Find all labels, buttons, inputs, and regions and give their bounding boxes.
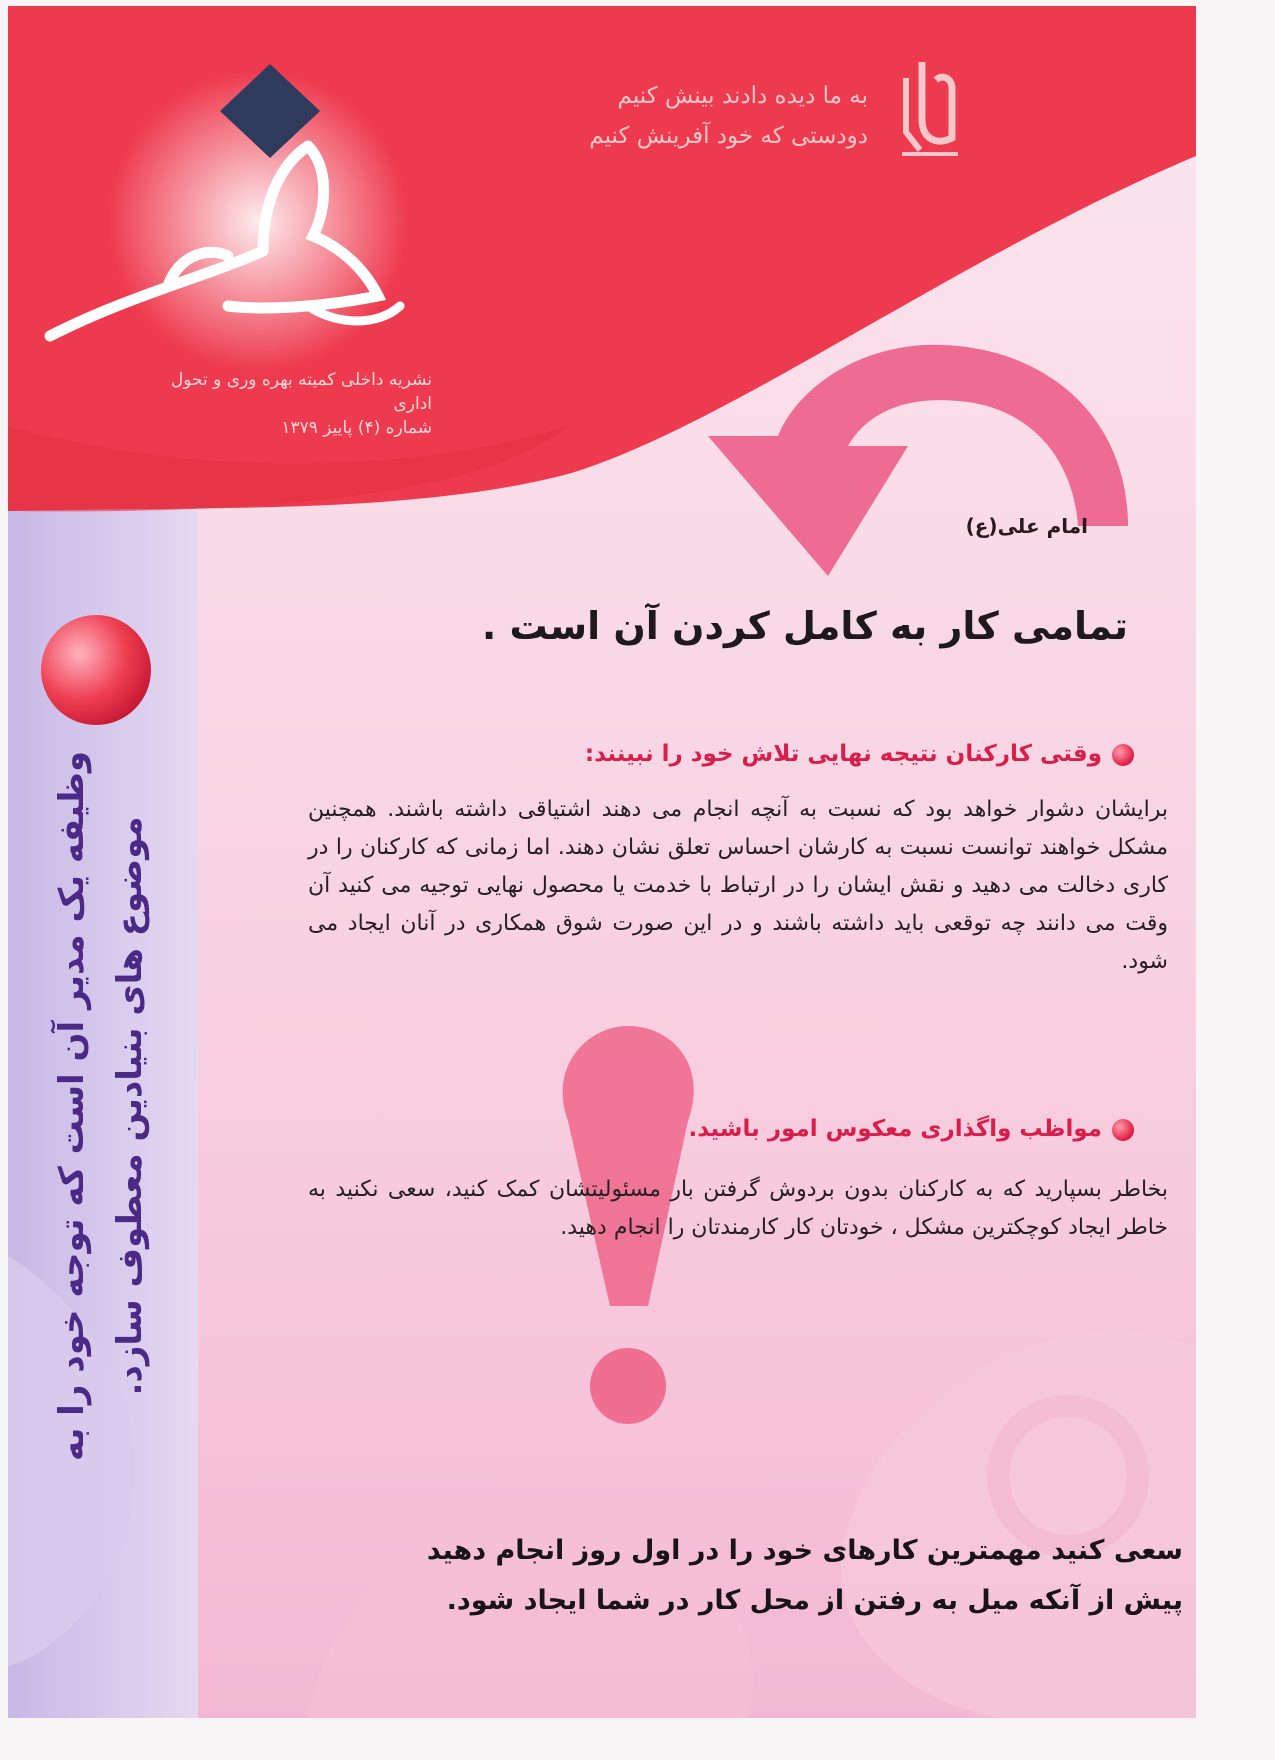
section-heading-1	[428, 741, 1134, 767]
section-body-2: بخاطر بسپارید که به کارکنان بدون بردوش گرفتن بار مسئولیتشان کمک کنید، سعی نکنید به خاطر ایجاد کوچکترین مشکل ، خودتان کار کارمندتان را انجام دهید.	[308, 1177, 1168, 1240]
issue-number: شماره (۴) پاییز ۱۳۷۹	[281, 418, 432, 438]
closing-note	[308, 1526, 1183, 1626]
slogan-line-1: به ما دیده دادند بینش کنیم	[617, 83, 868, 109]
masthead-subtitle	[128, 368, 432, 440]
exclamation-mark	[563, 1026, 694, 1306]
institution-logo-icon	[892, 58, 966, 162]
newsletter-page	[8, 6, 1196, 1718]
section-heading-text: وقتی کارکنان نتیجه نهایی تلاش خود را نبینند:	[584, 741, 1102, 767]
masthead-slogan	[528, 76, 868, 156]
bullet-icon	[1112, 1119, 1134, 1141]
exclamation-dot	[590, 1348, 666, 1424]
section-body-1: برایشان دشوار خواهد بود که نسبت به آنچه انجام می دهند اشتیاقی داشته باشند. همچنین مشکل خواهند توانست نسبت به کارشان احساس تعلق نشان دهند. اما زمانی که کارکنان را در کاری دخالت می دهید و نقش ایشان را در ارتباط با خدمت یا محصول نهایی توجیه می کنید آن وقت می دانند چه توقعی باید داشته باشند و در این صورت شوق همکاری در آنان ایجاد می شود.	[308, 797, 1168, 974]
quote-attribution: امام علی(ع)	[965, 514, 1088, 538]
section-heading-2	[428, 1116, 1134, 1142]
section-heading-text: مواظب واگذاری معکوس امور باشید.	[688, 1116, 1102, 1142]
main-quote: تمامی کار به کامل کردن آن است .	[481, 604, 1128, 648]
closing-line-1: سعی کنید مهمترین کارهای خود را در اول روز انجام دهید	[426, 1535, 1183, 1566]
sidebar-line-2: موضوع های بنیادین معطوف سازد.	[110, 816, 150, 1396]
closing-line-2: پیش از آنکه میل به رفتن از محل کار در شما ایجاد شود.	[446, 1585, 1183, 1616]
slogan-line-2: دودستی که خود آفرینش کنیم	[589, 123, 868, 149]
sidebar-vertical-quote	[43, 551, 173, 1661]
sidebar-line-1: وظیفه یک مدیر آن است که توجه خود را به	[52, 750, 92, 1462]
bullet-icon	[1112, 744, 1134, 766]
publication-name: نشریه داخلی کمیته بهره وری و تحول اداری	[170, 370, 432, 414]
